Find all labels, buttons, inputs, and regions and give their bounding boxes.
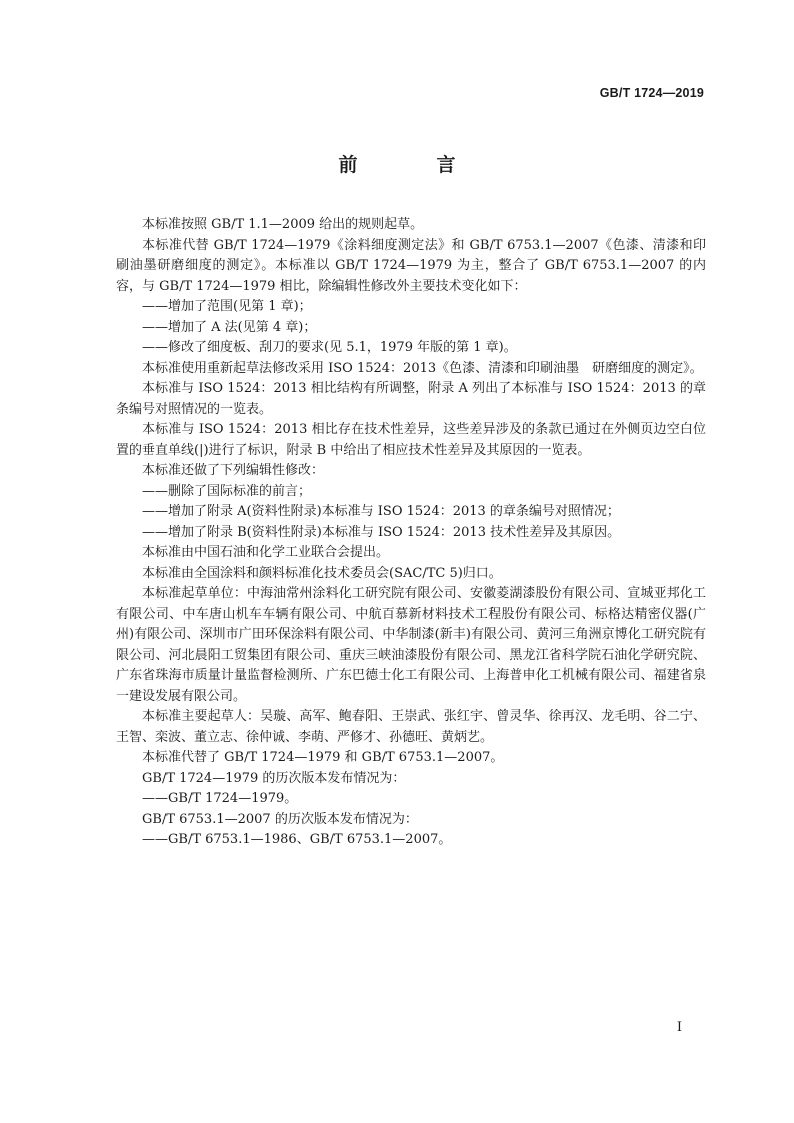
- paragraph: 本标准按照 GB/T 1.1—2009 给出的规则起草。: [142, 217, 424, 232]
- paragraph: ——增加了附录 A(资料性附录)本标准与 ISO 1524：2013 的章条编号对照情况；: [142, 504, 620, 519]
- foreword-body: [116, 215, 706, 851]
- paragraph: 本标准使用重新起草法修改采用 ISO 1524：2013《色漆、清漆和印刷油墨 研磨细度的测定》。: [142, 360, 703, 376]
- page-number: I: [676, 1020, 682, 1035]
- paragraph: 本标准起草单位：中海油常州涂料化工研究院有限公司、安徽菱湖漆股份有限公司、宣城亚邦化工有限公司、中车唐山机车车辆有限公司、中航百慕新材料技术工程股份有限公司、标格达精密仪器(广州)有限公司、深圳市广田环保涂料有限公司、中华制漆(新丰)有限公司、黄河三角洲京博化工研究院有限公司、河北晨阳工贸集团有限公司、重庆三峡油漆股份有限公司、黑龙江省科学院石油化学研究院、广东省珠海市质量计量监督检测所、广东巴德士化工有限公司、上海普申化工机械有限公司、福建省泉一建设发展有限公司。: [116, 586, 706, 704]
- paragraph: ——增加了 A 法(见第 4 章)；: [142, 319, 317, 335]
- paragraph: GB/T 6753.1—2007 的历次版本发布情况为：: [142, 811, 418, 827]
- paragraph: ——GB/T 1724—1979。: [142, 791, 298, 806]
- paragraph: 本标准与 ISO 1524：2013 相比存在技术性差异，这些差异涉及的条款已通过在外侧页边空白位置的垂直单线(|)进行了标识，附录 B 中给出了相应技术性差异及其原因的一览表。: [116, 422, 706, 458]
- standard-code: GB/T 1724—2019: [599, 86, 704, 100]
- paragraph: 本标准代替 GB/T 1724—1979《涂料细度测定法》和 GB/T 6753.1—2007《色漆、清漆和印刷油墨研磨细度的测定》。本标准以 GB/T 1724—1979 为主，整合了 GB/T 6753.1—2007 的内容，与 GB/T 1724—1979 相比，除编辑性修改外主要技术变化如下：: [116, 237, 706, 294]
- page-title: 前 言: [338, 154, 486, 176]
- paragraph: 本标准主要起草人：吴璇、高军、鲍春阳、王崇武、张红宇、曾灵华、徐再汉、龙毛明、谷二宁、王智、栾波、董立志、徐仲诚、李萌、严修才、孙德旺、黄炳艺。: [116, 709, 706, 745]
- paragraph: ——增加了范围(见第 1 章)；: [142, 299, 312, 314]
- paragraph: 本标准与 ISO 1524：2013 相比结构有所调整，附录 A 列出了本标准与 ISO 1524：2013 的章条编号对照情况的一览表。: [116, 381, 706, 417]
- paragraph: ——增加了附录 B(资料性附录)本标准与 ISO 1524：2013 技术性差异及其原因。: [142, 524, 621, 540]
- paragraph: GB/T 1724—1979 的历次版本发布情况为：: [142, 770, 406, 786]
- paragraph: 本标准还做了下列编辑性修改：: [142, 463, 325, 478]
- paragraph: ——删除了国际标准的前言；: [142, 483, 312, 499]
- paragraph: ——GB/T 6753.1—1986、GB/T 6753.1—2007。: [142, 832, 452, 847]
- paragraph: ——修改了细度板、刮刀的要求(见 5.1，1979 年版的第 1 章)。: [142, 340, 517, 355]
- paragraph: 本标准由全国涂料和颜料标准化技术委员会(SAC/TC 5)归口。: [142, 565, 502, 581]
- paragraph: 本标准由中国石油和化学工业联合会提出。: [142, 545, 390, 560]
- paragraph: 本标准代替了 GB/T 1724—1979 和 GB/T 6753.1—2007。: [142, 750, 504, 765]
